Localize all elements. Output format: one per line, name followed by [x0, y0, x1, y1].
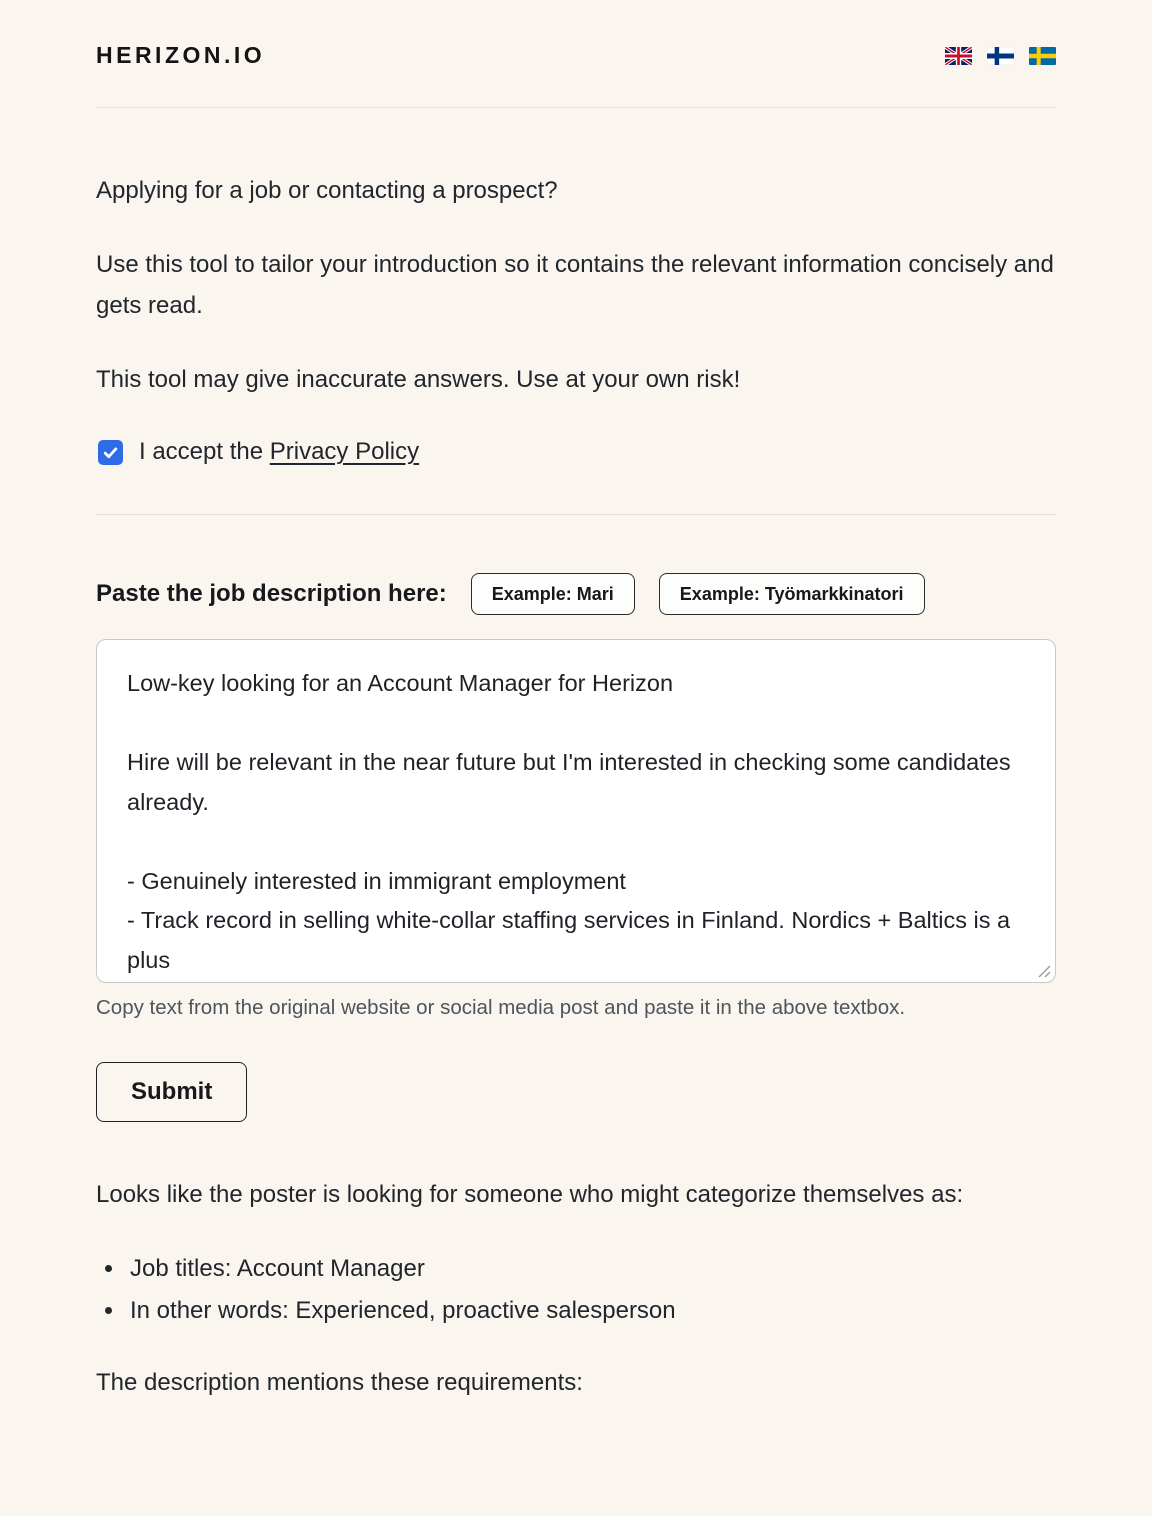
- results-section: [96, 1174, 1056, 1403]
- job-description-textarea[interactable]: [96, 639, 1056, 983]
- sweden-flag-icon[interactable]: [1029, 47, 1056, 65]
- result-item-job-titles: • Job titles: Account Manager: [126, 1248, 1056, 1290]
- textarea-wrapper: [96, 639, 1056, 983]
- privacy-row: [96, 438, 1056, 466]
- language-switcher: [945, 47, 1056, 65]
- privacy-label: [139, 438, 419, 466]
- check-icon: [102, 444, 119, 461]
- example-tyomarkkinatori-button[interactable]: Example: Työmarkkinatori: [659, 573, 925, 615]
- header-divider: [96, 107, 1056, 108]
- section-divider: [96, 514, 1056, 515]
- header: [96, 0, 1056, 69]
- privacy-policy-link[interactable]: Privacy Policy: [269, 438, 420, 465]
- intro-heading: Applying for a job or contacting a prospect?: [96, 177, 558, 204]
- privacy-label-text: I accept the: [139, 438, 264, 465]
- intro-section: [96, 170, 1056, 466]
- job-description-form: [96, 573, 1056, 1122]
- results-summary: Looks like the poster is looking for someone who might categorize themselves as:: [96, 1181, 964, 1208]
- submit-button[interactable]: Submit: [96, 1062, 247, 1122]
- uk-flag-icon[interactable]: [945, 47, 972, 65]
- page-container: [96, 0, 1056, 1403]
- job-description-label: Paste the job description here:: [96, 580, 447, 607]
- example-mari-button[interactable]: Example: Mari: [471, 573, 635, 615]
- intro-disclaimer: This tool may give inaccurate answers. Use at your own risk!: [96, 366, 741, 393]
- form-label-row: [96, 573, 1056, 615]
- herizon-logo: HERIZON.IO: [96, 42, 266, 68]
- requirements-heading: The description mentions these requirements:: [96, 1369, 583, 1396]
- intro-description: Use this tool to tailor your introduction so it contains the relevant information concisely and gets read.: [96, 251, 1054, 319]
- textarea-helper-text: Copy text from the original website or social media post and paste it in the above textbox.: [96, 996, 906, 1019]
- resize-grip-icon[interactable]: [1038, 965, 1051, 978]
- results-list: [126, 1248, 1056, 1332]
- result-item-in-other-words: • In other words: Experienced, proactive salesperson: [126, 1290, 1056, 1332]
- finland-flag-icon[interactable]: [987, 47, 1014, 65]
- privacy-checkbox[interactable]: [98, 440, 123, 465]
